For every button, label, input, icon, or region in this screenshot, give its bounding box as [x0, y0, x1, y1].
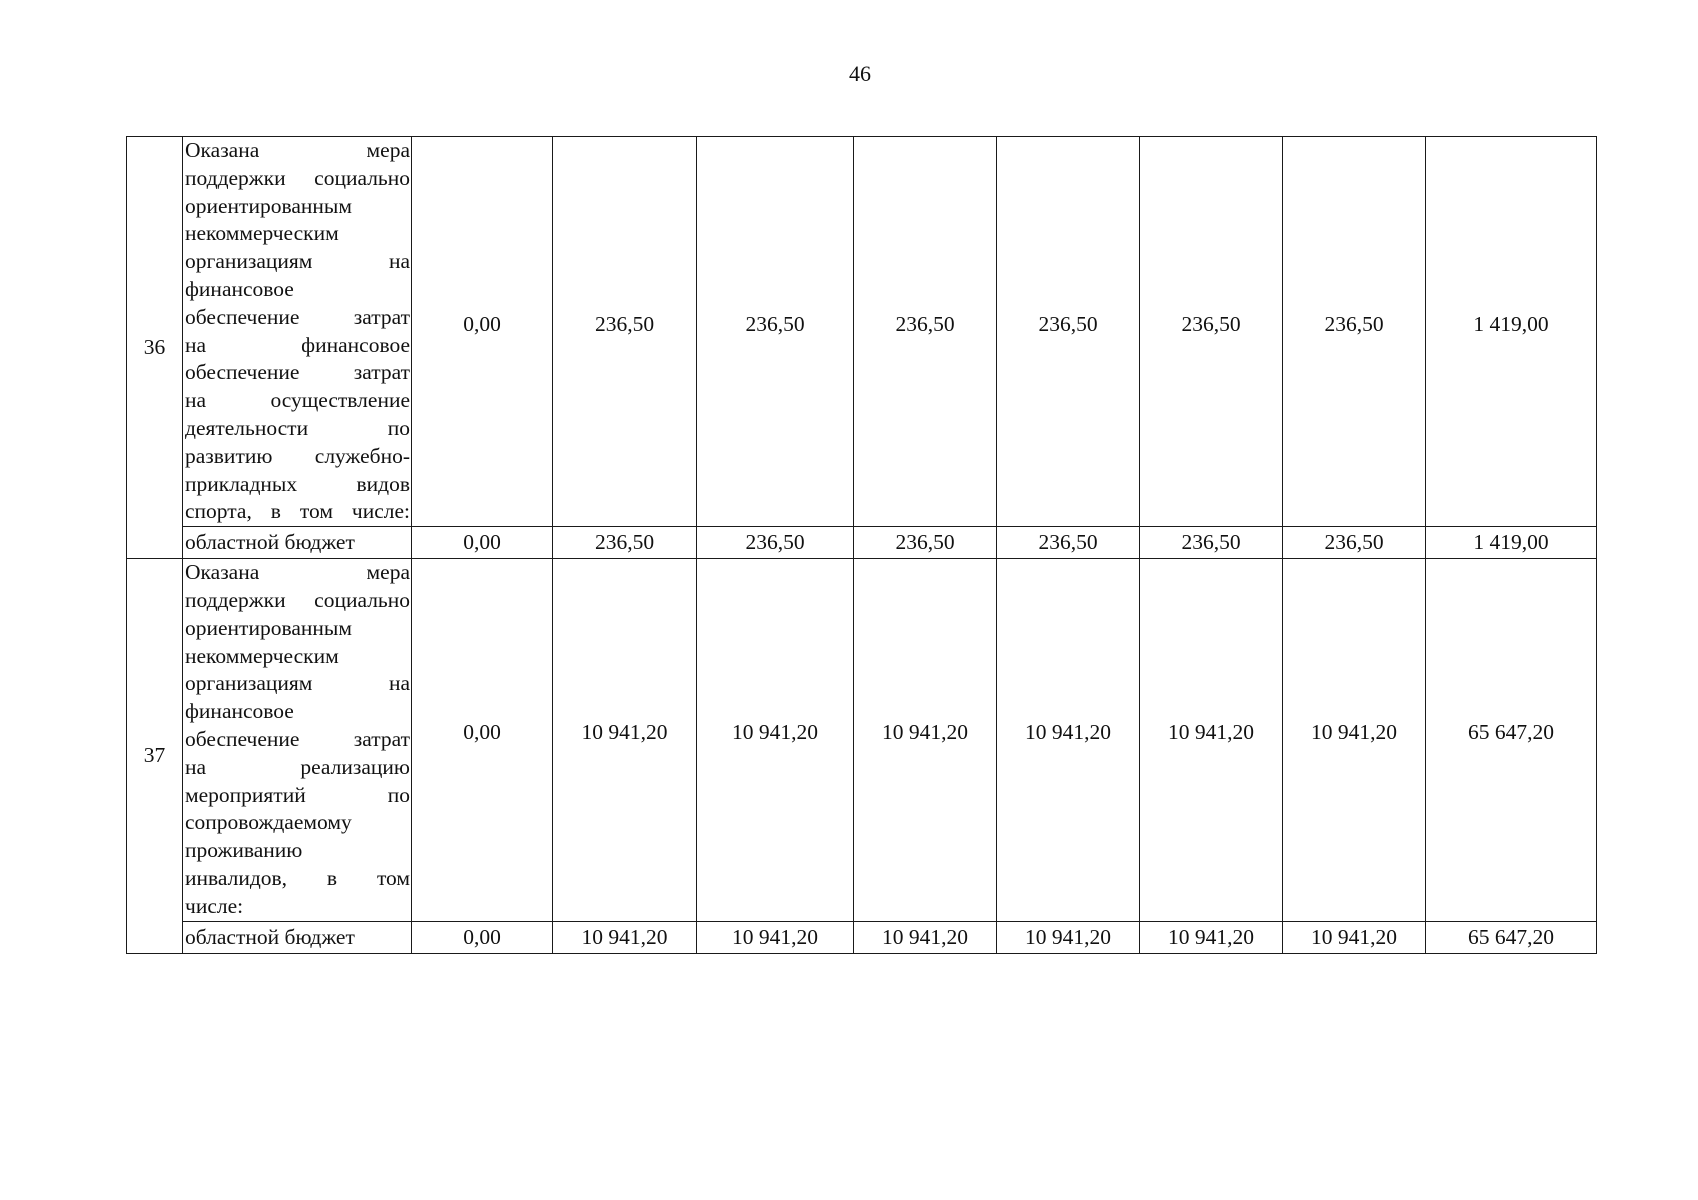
subrow-label: областной бюджет: [183, 527, 412, 559]
subrow-value-cell: 236,50: [1283, 527, 1426, 559]
subrow-value-cell: 10 941,20: [697, 921, 854, 953]
description-word: деятельности: [185, 415, 309, 440]
description-line: числе:: [185, 893, 244, 918]
description-line: спорта, в том числе:: [185, 499, 410, 524]
budget-table: [126, 136, 1597, 954]
budget-subrow: [127, 921, 1597, 953]
subrow-value-cell: 10 941,20: [1140, 921, 1283, 953]
description-word: на: [185, 754, 207, 779]
description-word: на: [185, 388, 207, 413]
value-cell: 236,50: [854, 137, 997, 527]
description-word: поддержки: [185, 587, 286, 612]
value-cell: 0,00: [412, 559, 553, 921]
subrow-value-cell: 236,50: [697, 527, 854, 559]
row-number: 37: [127, 559, 183, 953]
description-line: [185, 754, 410, 782]
subrow-value-cell: 0,00: [412, 527, 553, 559]
description-line: [185, 865, 410, 893]
description-line: [185, 304, 410, 332]
table-row: [127, 559, 1597, 921]
description-line: [185, 137, 410, 165]
table-body: [127, 137, 1597, 954]
description-word: на: [185, 332, 207, 357]
description-word: прикладных: [185, 471, 298, 496]
description-word: организациям: [185, 249, 313, 274]
description-line: [185, 387, 410, 415]
description-line: [185, 443, 410, 471]
description-word: том: [376, 865, 410, 890]
description-line: некоммерческим: [185, 643, 339, 668]
value-cell: 236,50: [553, 137, 697, 527]
description-line: проживанию: [185, 838, 303, 863]
description-word: на: [388, 671, 410, 696]
description-line: сопровождаемому: [185, 810, 352, 835]
description-word: на: [388, 249, 410, 274]
subrow-value-cell: 236,50: [997, 527, 1140, 559]
row-description: [183, 137, 412, 527]
value-cell: 10 941,20: [854, 559, 997, 921]
description-word: осуществление: [270, 388, 410, 413]
description-line: [185, 587, 410, 615]
description-word: по: [387, 415, 410, 440]
value-cell: 10 941,20: [1140, 559, 1283, 921]
description-word: мера: [366, 138, 410, 162]
description-word: финансовое: [301, 332, 410, 357]
description-line: [185, 332, 410, 360]
value-cell: 10 941,20: [697, 559, 854, 921]
subrow-value-cell: 10 941,20: [997, 921, 1140, 953]
subrow-value-cell: 1 419,00: [1426, 527, 1597, 559]
subrow-value-cell: 10 941,20: [553, 921, 697, 953]
description-line: [185, 726, 410, 754]
description-word: обеспечение: [185, 726, 300, 751]
description-word: реализацию: [300, 754, 410, 779]
description-word: затрат: [353, 726, 410, 751]
subrow-value-cell: 65 647,20: [1426, 921, 1597, 953]
description-line: ориентированным: [185, 193, 352, 218]
description-word: обеспечение: [185, 360, 300, 385]
value-cell: 236,50: [1140, 137, 1283, 527]
description-word: обеспечение: [185, 304, 300, 329]
description-line: [185, 559, 410, 587]
description-word: поддержки: [185, 165, 286, 190]
subrow-value-cell: 236,50: [553, 527, 697, 559]
subrow-label: областной бюджет: [183, 921, 412, 953]
value-cell: 236,50: [997, 137, 1140, 527]
description-word: служебно-: [314, 443, 410, 468]
value-cell: 10 941,20: [997, 559, 1140, 921]
value-cell: 1 419,00: [1426, 137, 1597, 527]
value-cell: 10 941,20: [1283, 559, 1426, 921]
subrow-value-cell: 10 941,20: [854, 921, 997, 953]
description-line: [185, 782, 410, 810]
row-number: 36: [127, 137, 183, 559]
description-word: видов: [356, 471, 410, 496]
description-word: затрат: [353, 304, 410, 329]
table-row: [127, 137, 1597, 527]
description-line: [185, 359, 410, 387]
description-word: Оказана: [185, 560, 260, 585]
value-cell: 10 941,20: [553, 559, 697, 921]
description-word: мера: [366, 560, 410, 585]
subrow-value-cell: 236,50: [854, 527, 997, 559]
page-number: 46: [849, 61, 871, 86]
description-line: финансовое: [185, 276, 294, 301]
description-word: инвалидов,: [185, 865, 288, 890]
description-word: в: [326, 865, 338, 890]
description-word: организациям: [185, 671, 313, 696]
description-word: Оказана: [185, 138, 260, 162]
description-line: [185, 471, 410, 499]
value-cell: 65 647,20: [1426, 559, 1597, 921]
value-cell: 0,00: [412, 137, 553, 527]
description-word: развитию: [185, 443, 273, 468]
description-line: [185, 248, 410, 276]
value-cell: 236,50: [1283, 137, 1426, 527]
description-line: некоммерческим: [185, 221, 339, 246]
value-cell: 236,50: [697, 137, 854, 527]
budget-subrow: [127, 527, 1597, 559]
description-word: социально: [314, 587, 410, 612]
subrow-value-cell: 0,00: [412, 921, 553, 953]
row-description: [183, 559, 412, 921]
description-line: [185, 165, 410, 193]
description-word: по: [387, 782, 410, 807]
description-word: затрат: [353, 360, 410, 385]
description-line: [185, 415, 410, 443]
subrow-value-cell: 10 941,20: [1283, 921, 1426, 953]
description-line: финансовое: [185, 699, 294, 724]
description-word: социально: [314, 165, 410, 190]
description-line: ориентированным: [185, 615, 352, 640]
subrow-value-cell: 236,50: [1140, 527, 1283, 559]
description-line: [185, 670, 410, 698]
description-word: мероприятий: [185, 782, 306, 807]
